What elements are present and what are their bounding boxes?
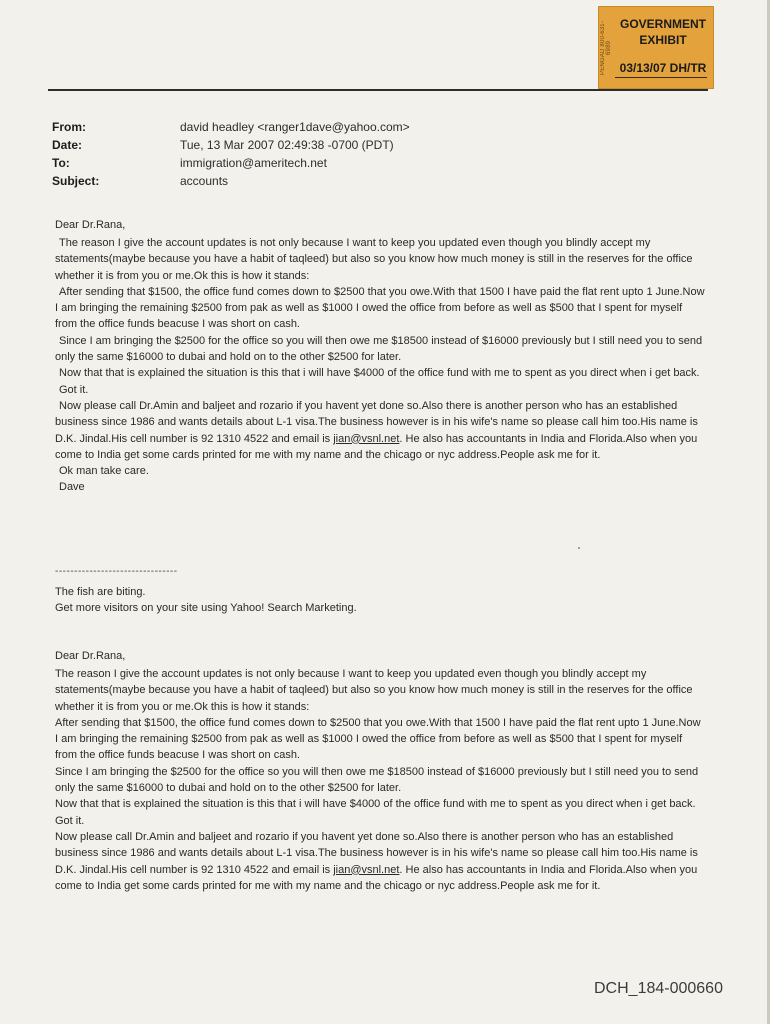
sticker-title-line2: EXHIBIT [639, 33, 687, 47]
to-label: To: [52, 156, 70, 170]
date-row [52, 136, 410, 154]
letter2-paragraph: After sending that $1500, the office fund comes down to $2500 that you owe.With that 1500 I have paid the flat rent upto 1 June.Now I am bringing the remaining $2500 from pak as well as $1000 I owed the office from before as well as $500 that I spent for myself from the office funds beacuse I was short on cash. [55, 716, 701, 762]
from-row [52, 118, 410, 136]
subject-label: Subject: [52, 174, 100, 188]
email-link[interactable]: jian@vsnl.net [333, 432, 400, 445]
letter1-paragraph: After sending that $1500, the office fund comes down to $2500 that you owe.With that 1500 I have paid the flat rent upto 1 June.Now I am bringing the remaining $2500 from pak as well as $1000 I owed the office from before as well as $500 that I spent for myself from the office funds beacuse I was short on cash. [55, 285, 705, 331]
letter1-p6-text: Now please call Dr.Amin and baljeet and rozario if you havent yet done so.Also there is another person who has an established business since 1986 and wants details about L-1 visa.The business however is in his wife's name so please call him too.His name is D.K. Jindal.His cell number is 92 1310 4522 and email is [55, 399, 698, 445]
sticker-underline [615, 77, 707, 78]
letter2-paragraph: Got it. [55, 814, 85, 827]
sticker-title-line1: GOVERNMENT [619, 17, 706, 31]
letter2-p6-text: Now please call Dr.Amin and baljeet and rozario if you havent yet done so.Also there is another person who has an established business since 1986 and wants details about L-1 visa.The business however is in his wife's name so please call him too.His name is D.K. Jindal.His cell number is 92 1310 4522 and email is [55, 830, 698, 876]
letter2-greeting: Dear Dr.Rana, [55, 650, 126, 662]
header-rule [48, 89, 708, 91]
government-exhibit-sticker [598, 6, 714, 89]
letter2-paragraph: Now that that is explained the situation is this that i will have $4000 of the office fund with me to spent as you direct when i get back. [55, 798, 696, 811]
to-value: immigration@ameritech.net [180, 156, 327, 170]
letter1-greeting: Dear Dr.Rana, [55, 219, 126, 231]
signature-divider: -------------------------------- [55, 566, 178, 577]
letter2-paragraph [55, 829, 705, 894]
letter1-signoff: Ok man take care. [59, 465, 149, 478]
date-label: Date: [52, 138, 83, 152]
letter1-paragraph [55, 398, 705, 463]
letter2-paragraph: The reason I give the account updates is not only because I want to keep you updated even though you blindly accept my statements(maybe because you have a habit of taqleed) but also so you know how much money is still in the reserves for the office whether it is from you or me.Ok this is how it stands: [55, 668, 693, 713]
letter2-p6-text-end: . He also has accountants in India and Florida.Also when you come to India get some cards printed for me with my name and the chicago or nyc address.People ask me for it. [55, 863, 698, 892]
bates-number: DCH_184-000660 [594, 980, 723, 997]
letter1-p6-text-end: . He also has accountants in India and Florida.Also when you come to India get some cards printed for me with my name and the chicago or nyc address.People ask me for it. [55, 432, 698, 461]
letter1-body [55, 235, 705, 496]
to-row [52, 154, 410, 172]
from-value: david headley <ranger1dave@yahoo.com> [180, 120, 410, 134]
promo-line: Get more visitors on your site using Yahoo! Search Marketing. [55, 602, 357, 615]
letter2-body [55, 666, 705, 894]
from-label: From: [52, 120, 86, 134]
letter1-paragraph: The reason I give the account updates is not only because I want to keep you updated even though you blindly accept my statements(maybe because you have a habit of taqleed) but also so you know how much money is still in the reserves for the office whether it is from you or me.Ok this is how it stands: [55, 237, 693, 282]
subject-row [52, 172, 410, 190]
sticker-side-text: PENGAD 800-631-6989 [600, 20, 612, 76]
promo-footer [55, 584, 705, 617]
letter1-paragraph: Since I am bringing the $2500 for the office so you will then owe me $18500 instead of $16000 previously but I still need you to send only the same $16000 to dubai and hold on to the other $2500 for later. [55, 334, 703, 364]
sticker-title [615, 16, 711, 48]
sticker-date: 03/13/07 DH/TR [619, 61, 707, 75]
scan-speck [578, 547, 580, 549]
email-header [52, 118, 410, 190]
letter1-signature: Dave [59, 481, 85, 494]
letter2-paragraph: Since I am bringing the $2500 for the office so you will then owe me $18500 instead of $16000 previously but I still need you to send only the same $16000 to dubai and hold on to the other $2500 for later. [55, 765, 699, 795]
date-value: Tue, 13 Mar 2007 02:49:38 -0700 (PDT) [180, 138, 394, 152]
letter1-paragraph: Got it. [59, 383, 89, 396]
email-link[interactable]: jian@vsnl.net [333, 863, 400, 876]
promo-line: The fish are biting. [55, 586, 146, 598]
subject-value: accounts [180, 174, 229, 188]
letter1-paragraph: Now that that is explained the situation is this that i will have $4000 of the office fund with me to spent as you direct when i get back. [59, 367, 700, 380]
